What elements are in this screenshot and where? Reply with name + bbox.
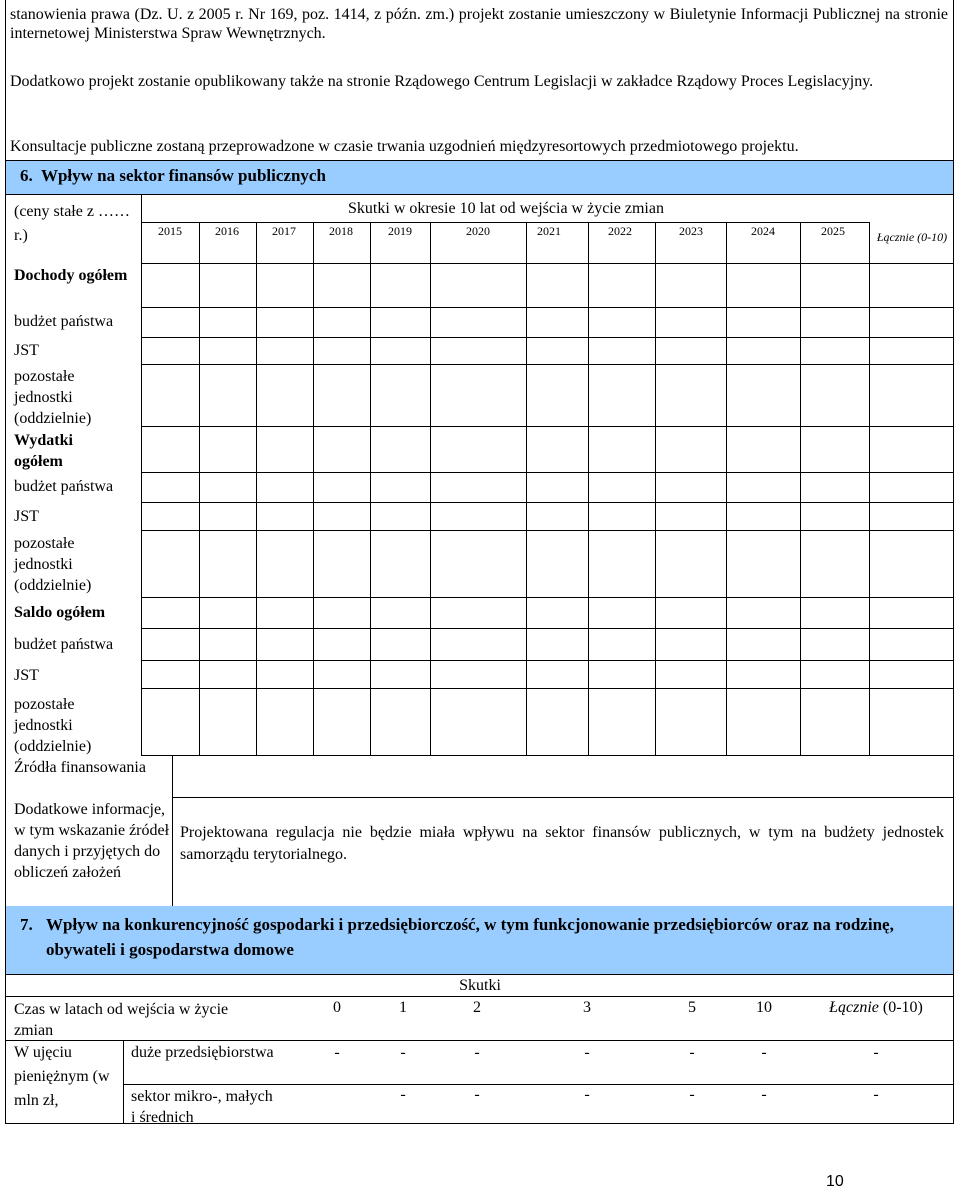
s7-value: - (761, 1044, 767, 1061)
year-2015: 2015 (158, 224, 182, 238)
prices-label: (ceny stałe z …… r.) (14, 203, 130, 244)
grid-col-line (370, 222, 371, 755)
grid-col-line (726, 222, 727, 755)
page-number: 10 (826, 1173, 844, 1190)
additional-info-text: Projektowana regulacja nie będzie miała wpływu na sektor finansów publicznych, w tym na budżety jednostek samorządu terytorialnego. (180, 824, 944, 863)
s7-value: - (474, 1044, 480, 1061)
row-saldo: Saldo ogółem (14, 604, 106, 621)
row-saldo-budzet: budżet państwa (14, 636, 114, 653)
s7-col-5: 10 (756, 999, 772, 1016)
time-label: Czas w latach od wejścia w życie zmian (14, 1001, 229, 1039)
grid-header-line (141, 222, 869, 223)
row-dochody-budzet: budżet państwa (14, 313, 114, 330)
row-dochody: Dochody ogółem (14, 267, 128, 284)
s7-value: - (584, 1044, 590, 1061)
row-dochody-pozostale: pozostałe jednostki (oddzielnie) (14, 368, 92, 427)
grid-col-line (526, 222, 527, 755)
additional-info-label: Dodatkowe informacje, w tym wskazanie źródeł danych i przyjętych do obliczeń założeń (14, 801, 170, 881)
row-saldo-pozostale: pozostałe jednostki (oddzielnie) (14, 696, 92, 755)
year-2023: 2023 (679, 224, 703, 238)
s7-value: - (334, 1044, 340, 1061)
row-dochody-jst: JST (14, 342, 39, 359)
monetary-label: W ujęciu pieniężnym (w mln zł, (14, 1044, 110, 1109)
s7-effects-header: Skutki (459, 977, 501, 994)
grid-col-line (869, 222, 870, 755)
s7-value: - (400, 1044, 406, 1061)
grid-row-line (141, 502, 954, 503)
grid-row-line (141, 597, 954, 598)
row-wydatki-jst: JST (14, 508, 39, 525)
row-saldo-jst: JST (14, 667, 39, 684)
s7-col-2: 2 (473, 999, 481, 1016)
year-2021: 2021 (537, 224, 561, 238)
grid-additional-line (172, 797, 954, 798)
grid-col-line (141, 194, 142, 755)
year-2019: 2019 (388, 224, 412, 238)
s7-value: - (689, 1044, 695, 1061)
intro-paragraph-3: Konsultacje publiczne zostaną przeprowadzone w czasie trwania uzgodnień międzyresortowych przedmiotowego projektu. (10, 138, 799, 155)
row-wydatki-pozostale: pozostałe jednostki (oddzielnie) (14, 535, 92, 594)
grid-row-line (141, 628, 954, 629)
s7-col-6: Łącznie (0-10) (829, 999, 923, 1016)
grid-row-line (141, 307, 954, 308)
grid-row-line (141, 530, 954, 531)
grid-col-line (430, 222, 431, 755)
intro-paragraph-2: Dodatkowo projekt zostanie opublikowany także na stronie Rządowego Centrum Legislacji w zakładce Rządowy Proces Legislacyjny. (10, 73, 874, 90)
grid-row-line (141, 660, 954, 661)
s7-col-3: 3 (583, 999, 591, 1016)
grid-row-line (141, 364, 954, 365)
grid-sources-line (172, 755, 954, 756)
s7-row-sme: sektor mikro-, małych i średnich (131, 1088, 273, 1126)
s7-value: - (474, 1086, 480, 1103)
sources-label: Źródła finansowania (14, 759, 146, 776)
s7-value: - (873, 1086, 879, 1103)
section6-header (6, 161, 953, 194)
year-2022: 2022 (608, 224, 632, 238)
row-wydatki: Wydatki ogółem (14, 432, 73, 470)
grid-row-line (141, 472, 954, 473)
grid-row-line (141, 263, 954, 264)
s7-value: - (584, 1086, 590, 1103)
year-2016: 2016 (215, 224, 239, 238)
year-2018: 2018 (329, 224, 353, 238)
s7-row-large: duże przedsiębiorstwa (131, 1044, 274, 1061)
grid-row-line (141, 688, 954, 689)
grid-col-line (313, 222, 314, 755)
grid-sources-vline (172, 755, 173, 906)
grid-col-line (199, 222, 200, 755)
total-label: Łącznie (0-10) (876, 230, 948, 244)
s7-value: - (400, 1086, 406, 1103)
s7-value: - (873, 1044, 879, 1061)
section6-title: 6. Wpływ na sektor finansów publicznych (20, 166, 326, 185)
grid-row-line (141, 426, 954, 427)
grid-col-line (256, 222, 257, 755)
grid-col-line (655, 222, 656, 755)
s7-value: - (689, 1086, 695, 1103)
grid-col-line (800, 222, 801, 755)
year-2025: 2025 (821, 224, 845, 238)
section7-header (6, 906, 953, 974)
year-2024: 2024 (751, 224, 775, 238)
year-2020: 2020 (466, 224, 490, 238)
section7-title-text: Wpływ na konkurencyjność gospodarki i przedsiębiorczość, w tym funkcjonowanie przedsiębiorców oraz na rodzinę, obywateli i gospodarstwa domowe (46, 915, 894, 959)
intro-paragraph-1: stanowienia prawa (Dz. U. z 2005 r. Nr 169, poz. 1414, z późn. zm.) projekt zostanie umieszczony w Biuletynie Informacji Publicznej na stronie internetowej Ministerstwa Spraw Wewnętrznych. (10, 6, 948, 42)
s7-col-4: 5 (688, 999, 696, 1016)
s7-col-1: 1 (399, 999, 407, 1016)
row-wydatki-budzet: budżet państwa (14, 478, 114, 495)
grid-col-line (588, 222, 589, 755)
s7-col-0: 0 (333, 999, 341, 1016)
effects-header: Skutki w okresie 10 lat od wejścia w życie zmian (348, 200, 664, 217)
year-2017: 2017 (272, 224, 296, 238)
grid-row-line (141, 337, 954, 338)
s7-value: - (761, 1086, 767, 1103)
section7-title: 7. Wpływ na konkurencyjność gospodarki i przedsiębiorczość, w tym funkcjonowanie przedsiębiorców oraz na rodzinę, obywateli i gospodarstwa domowe (20, 915, 894, 959)
